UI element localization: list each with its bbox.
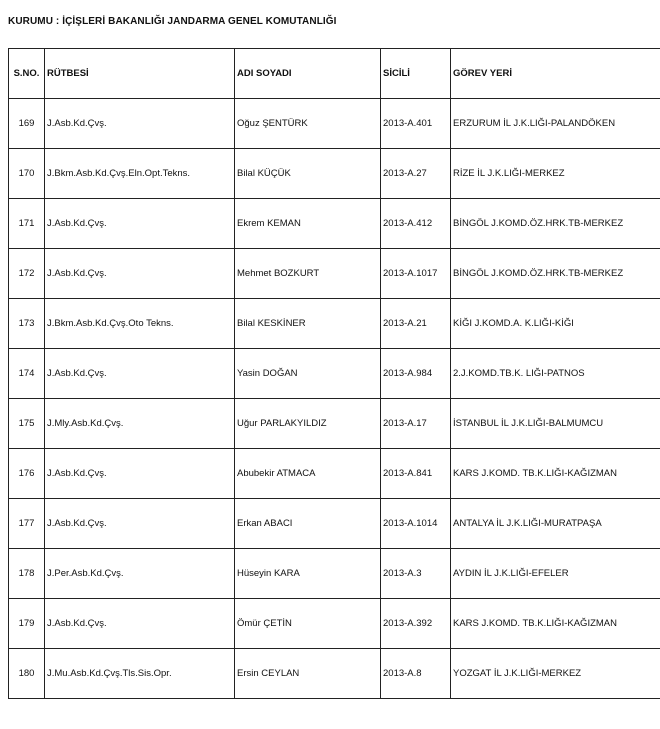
cell-name: Bilal KÜÇÜK — [235, 149, 381, 199]
cell-rank: J.Asb.Kd.Çvş. — [45, 499, 235, 549]
cell-name: Uğur PARLAKYILDIZ — [235, 399, 381, 449]
cell-name: Abubekir ATMACA — [235, 449, 381, 499]
cell-name: Oğuz ŞENTÜRK — [235, 99, 381, 149]
cell-registry: 2013-A.392 — [381, 599, 451, 649]
table-row — [9, 599, 660, 649]
cell-registry: 2013-A.8 — [381, 649, 451, 699]
cell-registry: 2013-A.3 — [381, 549, 451, 599]
header-registry: SİCİLİ — [381, 49, 451, 99]
table-row — [9, 99, 660, 149]
cell-rank: J.Asb.Kd.Çvş. — [45, 449, 235, 499]
table-header-row — [9, 49, 660, 99]
cell-duty-station: ERZURUM İL J.K.LIĞI-PALANDÖKEN — [451, 99, 660, 149]
cell-registry: 2013-A.1017 — [381, 249, 451, 299]
cell-duty-station: ANTALYA İL J.K.LIĞI-MURATPAŞA — [451, 499, 660, 549]
cell-rank: J.Asb.Kd.Çvş. — [45, 349, 235, 399]
cell-registry: 2013-A.984 — [381, 349, 451, 399]
cell-duty-station: 2.J.KOMD.TB.K. LIĞI-PATNOS — [451, 349, 660, 399]
header-duty-station: GÖREV YERİ — [451, 49, 660, 99]
cell-sno: 170 — [9, 149, 45, 199]
table-row — [9, 299, 660, 349]
header-name: ADI SOYADI — [235, 49, 381, 99]
cell-duty-station: AYDIN İL J.K.LIĞI-EFELER — [451, 549, 660, 599]
cell-name: Ekrem KEMAN — [235, 199, 381, 249]
cell-name: Hüseyin KARA — [235, 549, 381, 599]
cell-sno: 176 — [9, 449, 45, 499]
cell-sno: 175 — [9, 399, 45, 449]
cell-duty-station: BİNGÖL J.KOMD.ÖZ.HRK.TB-MERKEZ — [451, 199, 660, 249]
cell-sno: 169 — [9, 99, 45, 149]
cell-name: Erkan ABACI — [235, 499, 381, 549]
cell-name: Ömür ÇETİN — [235, 599, 381, 649]
cell-rank: J.Mu.Asb.Kd.Çvş.Tls.Sis.Opr. — [45, 649, 235, 699]
cell-registry: 2013-A.17 — [381, 399, 451, 449]
cell-duty-station: YOZGAT İL J.K.LIĞI-MERKEZ — [451, 649, 660, 699]
cell-duty-station: İSTANBUL İL J.K.LIĞI-BALMUMCU — [451, 399, 660, 449]
table-row — [9, 499, 660, 549]
cell-sno: 179 — [9, 599, 45, 649]
cell-rank: J.Asb.Kd.Çvş. — [45, 99, 235, 149]
cell-sno: 172 — [9, 249, 45, 299]
cell-sno: 180 — [9, 649, 45, 699]
cell-duty-station: RİZE İL J.K.LIĞI-MERKEZ — [451, 149, 660, 199]
cell-name: Yasin DOĞAN — [235, 349, 381, 399]
cell-registry: 2013-A.412 — [381, 199, 451, 249]
cell-sno: 178 — [9, 549, 45, 599]
cell-registry: 2013-A.21 — [381, 299, 451, 349]
cell-rank: J.Bkm.Asb.Kd.Çvş.Eln.Opt.Tekns. — [45, 149, 235, 199]
header-rank: RÜTBESİ — [45, 49, 235, 99]
cell-name: Mehmet BOZKURT — [235, 249, 381, 299]
cell-rank: J.Per.Asb.Kd.Çvş. — [45, 549, 235, 599]
table-row — [9, 149, 660, 199]
cell-sno: 171 — [9, 199, 45, 249]
cell-rank: J.Asb.Kd.Çvş. — [45, 249, 235, 299]
cell-rank: J.Asb.Kd.Çvş. — [45, 599, 235, 649]
cell-sno: 173 — [9, 299, 45, 349]
cell-rank: J.Asb.Kd.Çvş. — [45, 199, 235, 249]
table-row — [9, 449, 660, 499]
cell-registry: 2013-A.27 — [381, 149, 451, 199]
cell-registry: 2013-A.1014 — [381, 499, 451, 549]
cell-duty-station: KARS J.KOMD. TB.K.LIĞI-KAĞIZMAN — [451, 449, 660, 499]
cell-registry: 2013-A.841 — [381, 449, 451, 499]
table-row — [9, 649, 660, 699]
document-title: KURUMU : İÇİŞLERİ BAKANLIĞI JANDARMA GENEL KOMUTANLIĞI — [8, 16, 337, 27]
table-row — [9, 199, 660, 249]
table-body — [9, 99, 660, 699]
table-row — [9, 549, 660, 599]
cell-name: Ersin CEYLAN — [235, 649, 381, 699]
table-row — [9, 349, 660, 399]
cell-name: Bilal KESKİNER — [235, 299, 381, 349]
cell-rank: J.Mly.Asb.Kd.Çvş. — [45, 399, 235, 449]
cell-rank: J.Bkm.Asb.Kd.Çvş.Oto Tekns. — [45, 299, 235, 349]
personnel-table — [8, 48, 660, 699]
cell-registry: 2013-A.401 — [381, 99, 451, 149]
cell-duty-station: KİĞI J.KOMD.A. K.LIĞI-KİĞI — [451, 299, 660, 349]
cell-sno: 174 — [9, 349, 45, 399]
cell-duty-station: BİNGÖL J.KOMD.ÖZ.HRK.TB-MERKEZ — [451, 249, 660, 299]
table-row — [9, 399, 660, 449]
header-sno: S.NO. — [9, 49, 45, 99]
cell-duty-station: KARS J.KOMD. TB.K.LIĞI-KAĞIZMAN — [451, 599, 660, 649]
cell-sno: 177 — [9, 499, 45, 549]
table-row — [9, 249, 660, 299]
